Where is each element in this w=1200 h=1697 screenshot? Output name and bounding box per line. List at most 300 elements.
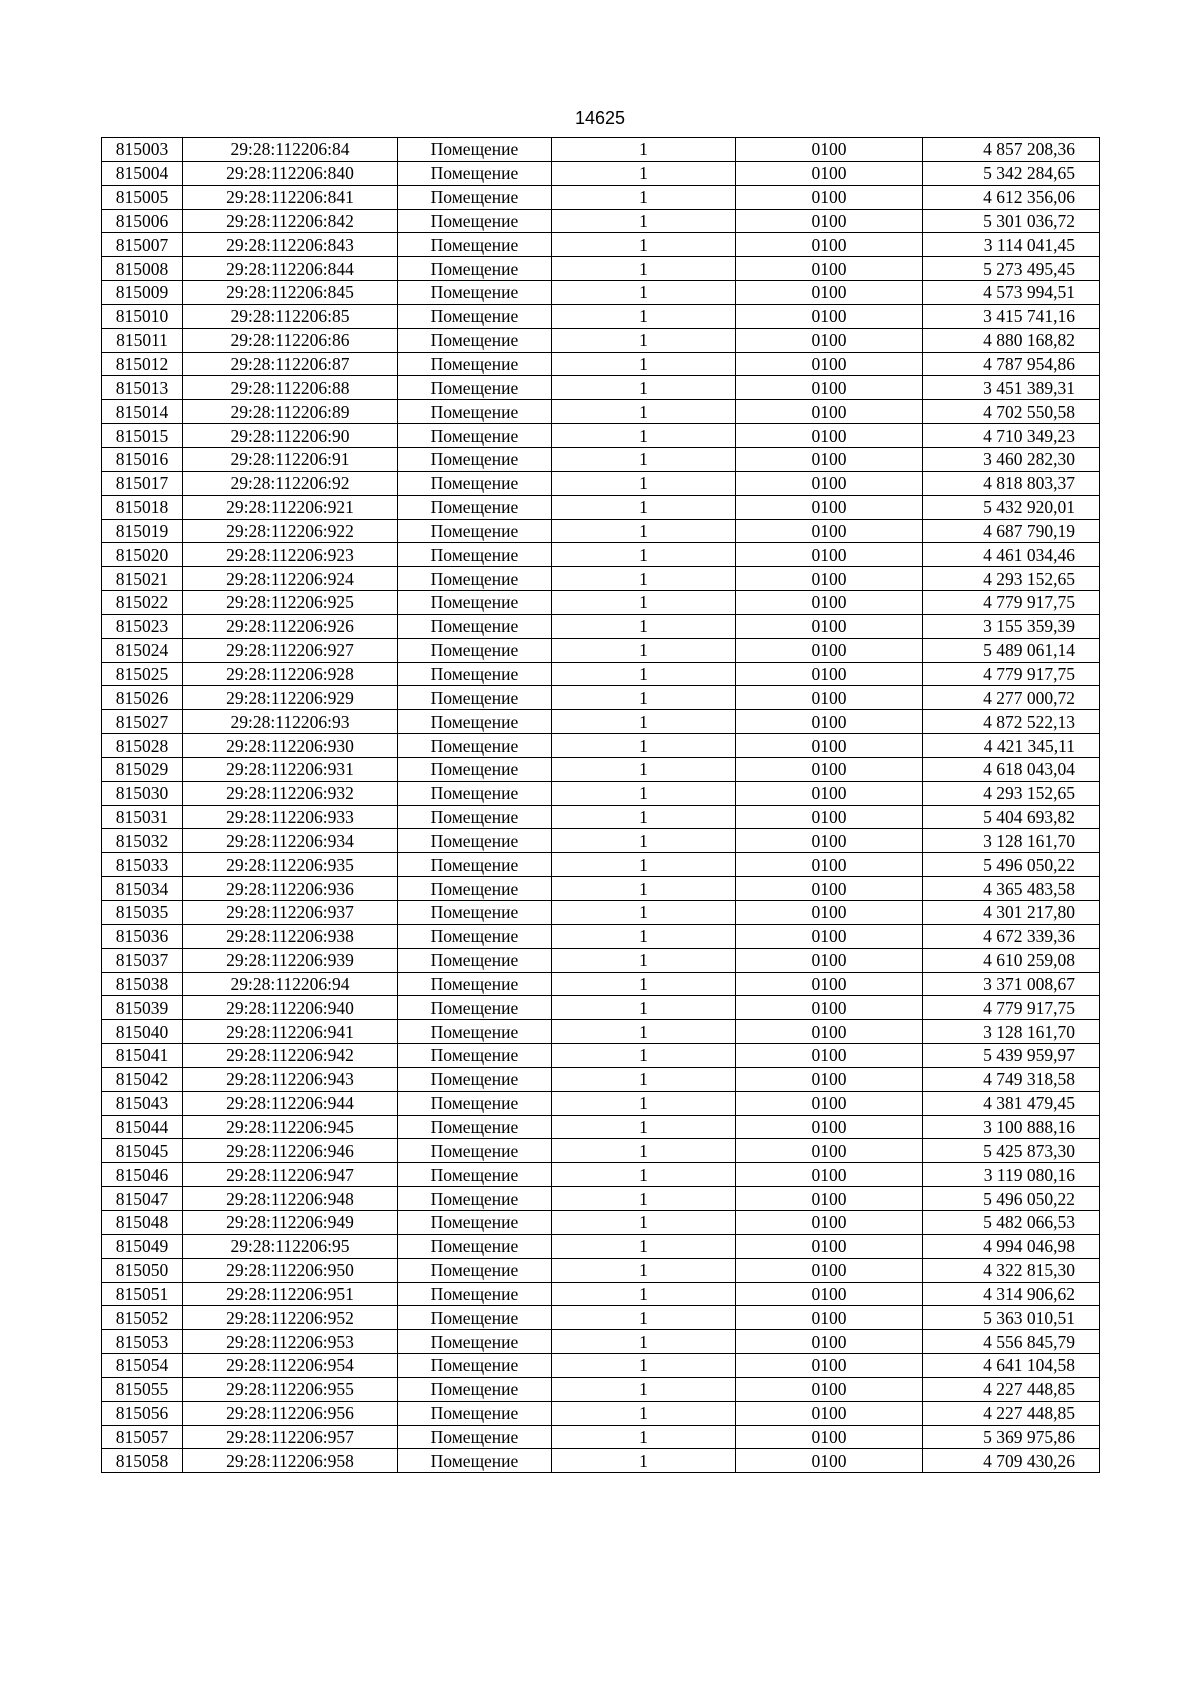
cadastral-number-cell: 29:28:112206:94 bbox=[183, 972, 398, 996]
cadastral-value-cell: 4 994 046,98 bbox=[923, 1234, 1100, 1258]
count-cell: 1 bbox=[552, 233, 736, 257]
cadastral-number-cell: 29:28:112206:91 bbox=[183, 447, 398, 471]
table-row bbox=[102, 1234, 1100, 1258]
count-cell: 1 bbox=[552, 1091, 736, 1115]
table-body bbox=[102, 138, 1100, 1473]
row-number-cell: 815003 bbox=[102, 138, 183, 162]
code-cell: 0100 bbox=[736, 376, 923, 400]
object-type-cell: Помещение bbox=[398, 519, 552, 543]
cadastral-value-cell: 4 227 448,85 bbox=[923, 1377, 1100, 1401]
table-row bbox=[102, 1067, 1100, 1091]
cadastral-number-cell: 29:28:112206:84 bbox=[183, 138, 398, 162]
cadastral-number-cell: 29:28:112206:926 bbox=[183, 614, 398, 638]
cadastral-value-cell: 5 363 010,51 bbox=[923, 1306, 1100, 1330]
table-row bbox=[102, 734, 1100, 758]
count-cell: 1 bbox=[552, 877, 736, 901]
row-number-cell: 815005 bbox=[102, 185, 183, 209]
object-type-cell: Помещение bbox=[398, 614, 552, 638]
table-row bbox=[102, 281, 1100, 305]
code-cell: 0100 bbox=[736, 1020, 923, 1044]
table-row bbox=[102, 328, 1100, 352]
row-number-cell: 815024 bbox=[102, 638, 183, 662]
cadastral-value-cell: 3 100 888,16 bbox=[923, 1115, 1100, 1139]
table-row bbox=[102, 1210, 1100, 1234]
table-row bbox=[102, 757, 1100, 781]
cadastral-number-cell: 29:28:112206:92 bbox=[183, 471, 398, 495]
count-cell: 1 bbox=[552, 543, 736, 567]
cadastral-number-cell: 29:28:112206:930 bbox=[183, 734, 398, 758]
count-cell: 1 bbox=[552, 781, 736, 805]
row-number-cell: 815020 bbox=[102, 543, 183, 567]
table-row bbox=[102, 1020, 1100, 1044]
table-row bbox=[102, 948, 1100, 972]
cadastral-number-cell: 29:28:112206:939 bbox=[183, 948, 398, 972]
object-type-cell: Помещение bbox=[398, 1067, 552, 1091]
count-cell: 1 bbox=[552, 805, 736, 829]
table-row bbox=[102, 1425, 1100, 1449]
count-cell: 1 bbox=[552, 519, 736, 543]
cadastral-value-cell: 3 119 080,16 bbox=[923, 1163, 1100, 1187]
table-row bbox=[102, 996, 1100, 1020]
code-cell: 0100 bbox=[736, 495, 923, 519]
code-cell: 0100 bbox=[736, 328, 923, 352]
cadastral-value-cell: 4 779 917,75 bbox=[923, 591, 1100, 615]
cadastral-value-cell: 4 687 790,19 bbox=[923, 519, 1100, 543]
row-number-cell: 815031 bbox=[102, 805, 183, 829]
row-number-cell: 815046 bbox=[102, 1163, 183, 1187]
row-number-cell: 815006 bbox=[102, 209, 183, 233]
code-cell: 0100 bbox=[736, 972, 923, 996]
cadastral-number-cell: 29:28:112206:842 bbox=[183, 209, 398, 233]
row-number-cell: 815051 bbox=[102, 1282, 183, 1306]
row-number-cell: 815018 bbox=[102, 495, 183, 519]
cadastral-number-cell: 29:28:112206:923 bbox=[183, 543, 398, 567]
cadastral-number-cell: 29:28:112206:87 bbox=[183, 352, 398, 376]
cadastral-number-cell: 29:28:112206:845 bbox=[183, 281, 398, 305]
cadastral-number-cell: 29:28:112206:949 bbox=[183, 1210, 398, 1234]
cadastral-value-cell: 5 482 066,53 bbox=[923, 1210, 1100, 1234]
table-row bbox=[102, 924, 1100, 948]
code-cell: 0100 bbox=[736, 996, 923, 1020]
cadastral-number-cell: 29:28:112206:934 bbox=[183, 829, 398, 853]
object-type-cell: Помещение bbox=[398, 424, 552, 448]
count-cell: 1 bbox=[552, 1044, 736, 1068]
code-cell: 0100 bbox=[736, 710, 923, 734]
table-row bbox=[102, 400, 1100, 424]
count-cell: 1 bbox=[552, 376, 736, 400]
code-cell: 0100 bbox=[736, 161, 923, 185]
code-cell: 0100 bbox=[736, 1401, 923, 1425]
cadastral-number-cell: 29:28:112206:952 bbox=[183, 1306, 398, 1330]
row-number-cell: 815034 bbox=[102, 877, 183, 901]
cadastral-number-cell: 29:28:112206:938 bbox=[183, 924, 398, 948]
code-cell: 0100 bbox=[736, 1163, 923, 1187]
object-type-cell: Помещение bbox=[398, 1234, 552, 1258]
table-row bbox=[102, 567, 1100, 591]
code-cell: 0100 bbox=[736, 1306, 923, 1330]
count-cell: 1 bbox=[552, 1258, 736, 1282]
object-type-cell: Помещение bbox=[398, 805, 552, 829]
code-cell: 0100 bbox=[736, 1354, 923, 1378]
object-type-cell: Помещение bbox=[398, 757, 552, 781]
cadastral-number-cell: 29:28:112206:95 bbox=[183, 1234, 398, 1258]
row-number-cell: 815004 bbox=[102, 161, 183, 185]
cadastral-number-cell: 29:28:112206:953 bbox=[183, 1330, 398, 1354]
count-cell: 1 bbox=[552, 853, 736, 877]
code-cell: 0100 bbox=[736, 829, 923, 853]
row-number-cell: 815013 bbox=[102, 376, 183, 400]
cadastral-number-cell: 29:28:112206:925 bbox=[183, 591, 398, 615]
code-cell: 0100 bbox=[736, 257, 923, 281]
object-type-cell: Помещение bbox=[398, 1401, 552, 1425]
row-number-cell: 815052 bbox=[102, 1306, 183, 1330]
count-cell: 1 bbox=[552, 185, 736, 209]
object-type-cell: Помещение bbox=[398, 161, 552, 185]
code-cell: 0100 bbox=[736, 138, 923, 162]
code-cell: 0100 bbox=[736, 734, 923, 758]
object-type-cell: Помещение bbox=[398, 1306, 552, 1330]
cadastral-number-cell: 29:28:112206:929 bbox=[183, 686, 398, 710]
object-type-cell: Помещение bbox=[398, 1210, 552, 1234]
table-row bbox=[102, 853, 1100, 877]
count-cell: 1 bbox=[552, 829, 736, 853]
table-row bbox=[102, 614, 1100, 638]
row-number-cell: 815042 bbox=[102, 1067, 183, 1091]
code-cell: 0100 bbox=[736, 400, 923, 424]
row-number-cell: 815012 bbox=[102, 352, 183, 376]
cadastral-value-cell: 5 342 284,65 bbox=[923, 161, 1100, 185]
count-cell: 1 bbox=[552, 591, 736, 615]
object-type-cell: Помещение bbox=[398, 924, 552, 948]
row-number-cell: 815055 bbox=[102, 1377, 183, 1401]
code-cell: 0100 bbox=[736, 543, 923, 567]
table-row bbox=[102, 495, 1100, 519]
table-row bbox=[102, 1187, 1100, 1211]
count-cell: 1 bbox=[552, 662, 736, 686]
code-cell: 0100 bbox=[736, 1091, 923, 1115]
cadastral-number-cell: 29:28:112206:89 bbox=[183, 400, 398, 424]
count-cell: 1 bbox=[552, 1210, 736, 1234]
row-number-cell: 815047 bbox=[102, 1187, 183, 1211]
cadastral-value-cell: 4 880 168,82 bbox=[923, 328, 1100, 352]
row-number-cell: 815054 bbox=[102, 1354, 183, 1378]
count-cell: 1 bbox=[552, 1449, 736, 1473]
cadastral-number-cell: 29:28:112206:928 bbox=[183, 662, 398, 686]
row-number-cell: 815036 bbox=[102, 924, 183, 948]
cadastral-value-cell: 4 787 954,86 bbox=[923, 352, 1100, 376]
table-row bbox=[102, 686, 1100, 710]
object-type-cell: Помещение bbox=[398, 996, 552, 1020]
object-type-cell: Помещение bbox=[398, 543, 552, 567]
count-cell: 1 bbox=[552, 281, 736, 305]
object-type-cell: Помещение bbox=[398, 1377, 552, 1401]
count-cell: 1 bbox=[552, 1139, 736, 1163]
count-cell: 1 bbox=[552, 1401, 736, 1425]
code-cell: 0100 bbox=[736, 447, 923, 471]
code-cell: 0100 bbox=[736, 471, 923, 495]
table-row bbox=[102, 1139, 1100, 1163]
cadastral-number-cell: 29:28:112206:843 bbox=[183, 233, 398, 257]
count-cell: 1 bbox=[552, 948, 736, 972]
cadastral-value-cell: 4 556 845,79 bbox=[923, 1330, 1100, 1354]
cadastral-value-cell: 4 277 000,72 bbox=[923, 686, 1100, 710]
code-cell: 0100 bbox=[736, 781, 923, 805]
row-number-cell: 815035 bbox=[102, 901, 183, 925]
cadastral-value-cell: 5 425 873,30 bbox=[923, 1139, 1100, 1163]
count-cell: 1 bbox=[552, 328, 736, 352]
object-type-cell: Помещение bbox=[398, 281, 552, 305]
cadastral-number-cell: 29:28:112206:90 bbox=[183, 424, 398, 448]
cadastral-value-cell: 3 128 161,70 bbox=[923, 1020, 1100, 1044]
count-cell: 1 bbox=[552, 924, 736, 948]
table-row bbox=[102, 638, 1100, 662]
cadastral-number-cell: 29:28:112206:931 bbox=[183, 757, 398, 781]
row-number-cell: 815015 bbox=[102, 424, 183, 448]
cadastral-value-cell: 5 432 920,01 bbox=[923, 495, 1100, 519]
table-row bbox=[102, 138, 1100, 162]
cadastral-number-cell: 29:28:112206:924 bbox=[183, 567, 398, 591]
row-number-cell: 815043 bbox=[102, 1091, 183, 1115]
code-cell: 0100 bbox=[736, 901, 923, 925]
object-type-cell: Помещение bbox=[398, 877, 552, 901]
code-cell: 0100 bbox=[736, 1139, 923, 1163]
cadastral-number-cell: 29:28:112206:927 bbox=[183, 638, 398, 662]
cadastral-number-cell: 29:28:112206:921 bbox=[183, 495, 398, 519]
cadastral-number-cell: 29:28:112206:93 bbox=[183, 710, 398, 734]
table-row bbox=[102, 424, 1100, 448]
row-number-cell: 815014 bbox=[102, 400, 183, 424]
cadastral-number-cell: 29:28:112206:942 bbox=[183, 1044, 398, 1068]
cadastral-number-cell: 29:28:112206:954 bbox=[183, 1354, 398, 1378]
count-cell: 1 bbox=[552, 1377, 736, 1401]
code-cell: 0100 bbox=[736, 662, 923, 686]
code-cell: 0100 bbox=[736, 1115, 923, 1139]
cadastral-value-cell: 3 371 008,67 bbox=[923, 972, 1100, 996]
row-number-cell: 815056 bbox=[102, 1401, 183, 1425]
code-cell: 0100 bbox=[736, 877, 923, 901]
code-cell: 0100 bbox=[736, 924, 923, 948]
code-cell: 0100 bbox=[736, 757, 923, 781]
object-type-cell: Помещение bbox=[398, 1115, 552, 1139]
count-cell: 1 bbox=[552, 710, 736, 734]
cadastral-value-cell: 5 489 061,14 bbox=[923, 638, 1100, 662]
code-cell: 0100 bbox=[736, 638, 923, 662]
row-number-cell: 815057 bbox=[102, 1425, 183, 1449]
cadastral-value-cell: 4 293 152,65 bbox=[923, 567, 1100, 591]
table-row bbox=[102, 185, 1100, 209]
table-row bbox=[102, 209, 1100, 233]
object-type-cell: Помещение bbox=[398, 781, 552, 805]
code-cell: 0100 bbox=[736, 424, 923, 448]
page-number: 14625 bbox=[574, 108, 626, 128]
object-type-cell: Помещение bbox=[398, 686, 552, 710]
object-type-cell: Помещение bbox=[398, 567, 552, 591]
row-number-cell: 815053 bbox=[102, 1330, 183, 1354]
count-cell: 1 bbox=[552, 614, 736, 638]
cadastral-value-cell: 3 460 282,30 bbox=[923, 447, 1100, 471]
cadastral-value-cell: 4 293 152,65 bbox=[923, 781, 1100, 805]
cadastral-number-cell: 29:28:112206:946 bbox=[183, 1139, 398, 1163]
row-number-cell: 815008 bbox=[102, 257, 183, 281]
table-row bbox=[102, 901, 1100, 925]
count-cell: 1 bbox=[552, 638, 736, 662]
table-row bbox=[102, 161, 1100, 185]
table-row bbox=[102, 877, 1100, 901]
cadastral-value-cell: 4 779 917,75 bbox=[923, 996, 1100, 1020]
object-type-cell: Помещение bbox=[398, 1354, 552, 1378]
table-row bbox=[102, 1282, 1100, 1306]
count-cell: 1 bbox=[552, 1330, 736, 1354]
object-type-cell: Помещение bbox=[398, 304, 552, 328]
cadastral-value-cell: 4 641 104,58 bbox=[923, 1354, 1100, 1378]
table-row bbox=[102, 972, 1100, 996]
cadastral-number-cell: 29:28:112206:945 bbox=[183, 1115, 398, 1139]
code-cell: 0100 bbox=[736, 209, 923, 233]
row-number-cell: 815040 bbox=[102, 1020, 183, 1044]
row-number-cell: 815041 bbox=[102, 1044, 183, 1068]
object-type-cell: Помещение bbox=[398, 495, 552, 519]
code-cell: 0100 bbox=[736, 233, 923, 257]
row-number-cell: 815049 bbox=[102, 1234, 183, 1258]
count-cell: 1 bbox=[552, 1306, 736, 1330]
code-cell: 0100 bbox=[736, 1067, 923, 1091]
table-row bbox=[102, 710, 1100, 734]
row-number-cell: 815009 bbox=[102, 281, 183, 305]
row-number-cell: 815050 bbox=[102, 1258, 183, 1282]
code-cell: 0100 bbox=[736, 686, 923, 710]
code-cell: 0100 bbox=[736, 805, 923, 829]
code-cell: 0100 bbox=[736, 281, 923, 305]
cadastral-value-cell: 5 496 050,22 bbox=[923, 853, 1100, 877]
table-row bbox=[102, 1377, 1100, 1401]
cadastral-number-cell: 29:28:112206:844 bbox=[183, 257, 398, 281]
row-number-cell: 815033 bbox=[102, 853, 183, 877]
count-cell: 1 bbox=[552, 1115, 736, 1139]
row-number-cell: 815058 bbox=[102, 1449, 183, 1473]
table-row bbox=[102, 1044, 1100, 1068]
table-row bbox=[102, 1354, 1100, 1378]
row-number-cell: 815011 bbox=[102, 328, 183, 352]
code-cell: 0100 bbox=[736, 352, 923, 376]
code-cell: 0100 bbox=[736, 1234, 923, 1258]
cadastral-number-cell: 29:28:112206:951 bbox=[183, 1282, 398, 1306]
object-type-cell: Помещение bbox=[398, 209, 552, 233]
cadastral-value-cell: 4 872 522,13 bbox=[923, 710, 1100, 734]
object-type-cell: Помещение bbox=[398, 376, 552, 400]
count-cell: 1 bbox=[552, 1163, 736, 1187]
table-row bbox=[102, 1401, 1100, 1425]
cadastral-value-cell: 5 439 959,97 bbox=[923, 1044, 1100, 1068]
object-type-cell: Помещение bbox=[398, 328, 552, 352]
object-type-cell: Помещение bbox=[398, 352, 552, 376]
row-number-cell: 815048 bbox=[102, 1210, 183, 1234]
code-cell: 0100 bbox=[736, 1044, 923, 1068]
cadastral-number-cell: 29:28:112206:950 bbox=[183, 1258, 398, 1282]
row-number-cell: 815039 bbox=[102, 996, 183, 1020]
object-type-cell: Помещение bbox=[398, 1091, 552, 1115]
cadastral-value-cell: 3 451 389,31 bbox=[923, 376, 1100, 400]
row-number-cell: 815044 bbox=[102, 1115, 183, 1139]
count-cell: 1 bbox=[552, 567, 736, 591]
cadastral-number-cell: 29:28:112206:936 bbox=[183, 877, 398, 901]
cadastral-value-cell: 4 618 043,04 bbox=[923, 757, 1100, 781]
count-cell: 1 bbox=[552, 757, 736, 781]
count-cell: 1 bbox=[552, 1282, 736, 1306]
row-number-cell: 815025 bbox=[102, 662, 183, 686]
code-cell: 0100 bbox=[736, 519, 923, 543]
table-row bbox=[102, 1449, 1100, 1473]
row-number-cell: 815032 bbox=[102, 829, 183, 853]
object-type-cell: Помещение bbox=[398, 1330, 552, 1354]
cadastral-value-cell: 5 273 495,45 bbox=[923, 257, 1100, 281]
cadastral-value-cell: 4 857 208,36 bbox=[923, 138, 1100, 162]
cadastral-value-cell: 4 421 345,11 bbox=[923, 734, 1100, 758]
object-type-cell: Помещение bbox=[398, 901, 552, 925]
row-number-cell: 815028 bbox=[102, 734, 183, 758]
cadastral-value-table bbox=[101, 137, 1100, 1473]
object-type-cell: Помещение bbox=[398, 1139, 552, 1163]
table-row bbox=[102, 1306, 1100, 1330]
object-type-cell: Помещение bbox=[398, 400, 552, 424]
table-row bbox=[102, 447, 1100, 471]
table-row bbox=[102, 471, 1100, 495]
row-number-cell: 815021 bbox=[102, 567, 183, 591]
cadastral-value-cell: 4 301 217,80 bbox=[923, 901, 1100, 925]
object-type-cell: Помещение bbox=[398, 257, 552, 281]
code-cell: 0100 bbox=[736, 304, 923, 328]
row-number-cell: 815022 bbox=[102, 591, 183, 615]
cadastral-value-cell: 5 369 975,86 bbox=[923, 1425, 1100, 1449]
cadastral-number-cell: 29:28:112206:932 bbox=[183, 781, 398, 805]
table-row bbox=[102, 376, 1100, 400]
table-row bbox=[102, 1330, 1100, 1354]
object-type-cell: Помещение bbox=[398, 829, 552, 853]
table-row bbox=[102, 1258, 1100, 1282]
object-type-cell: Помещение bbox=[398, 710, 552, 734]
code-cell: 0100 bbox=[736, 1330, 923, 1354]
row-number-cell: 815010 bbox=[102, 304, 183, 328]
row-number-cell: 815019 bbox=[102, 519, 183, 543]
cadastral-value-cell: 4 702 550,58 bbox=[923, 400, 1100, 424]
cadastral-value-cell: 4 365 483,58 bbox=[923, 877, 1100, 901]
cadastral-number-cell: 29:28:112206:940 bbox=[183, 996, 398, 1020]
cadastral-value-cell: 4 749 318,58 bbox=[923, 1067, 1100, 1091]
code-cell: 0100 bbox=[736, 614, 923, 638]
object-type-cell: Помещение bbox=[398, 972, 552, 996]
count-cell: 1 bbox=[552, 138, 736, 162]
cadastral-value-cell: 4 322 815,30 bbox=[923, 1258, 1100, 1282]
cadastral-value-cell: 3 415 741,16 bbox=[923, 304, 1100, 328]
cadastral-value-cell: 5 301 036,72 bbox=[923, 209, 1100, 233]
cadastral-value-cell: 4 573 994,51 bbox=[923, 281, 1100, 305]
cadastral-number-cell: 29:28:112206:958 bbox=[183, 1449, 398, 1473]
row-number-cell: 815037 bbox=[102, 948, 183, 972]
cadastral-value-cell: 3 114 041,45 bbox=[923, 233, 1100, 257]
cadastral-number-cell: 29:28:112206:85 bbox=[183, 304, 398, 328]
row-number-cell: 815045 bbox=[102, 1139, 183, 1163]
count-cell: 1 bbox=[552, 1067, 736, 1091]
object-type-cell: Помещение bbox=[398, 1258, 552, 1282]
cadastral-value-cell: 4 779 917,75 bbox=[923, 662, 1100, 686]
object-type-cell: Помещение bbox=[398, 662, 552, 686]
count-cell: 1 bbox=[552, 901, 736, 925]
object-type-cell: Помещение bbox=[398, 447, 552, 471]
object-type-cell: Помещение bbox=[398, 1020, 552, 1044]
code-cell: 0100 bbox=[736, 1187, 923, 1211]
object-type-cell: Помещение bbox=[398, 734, 552, 758]
count-cell: 1 bbox=[552, 1354, 736, 1378]
table-row bbox=[102, 591, 1100, 615]
